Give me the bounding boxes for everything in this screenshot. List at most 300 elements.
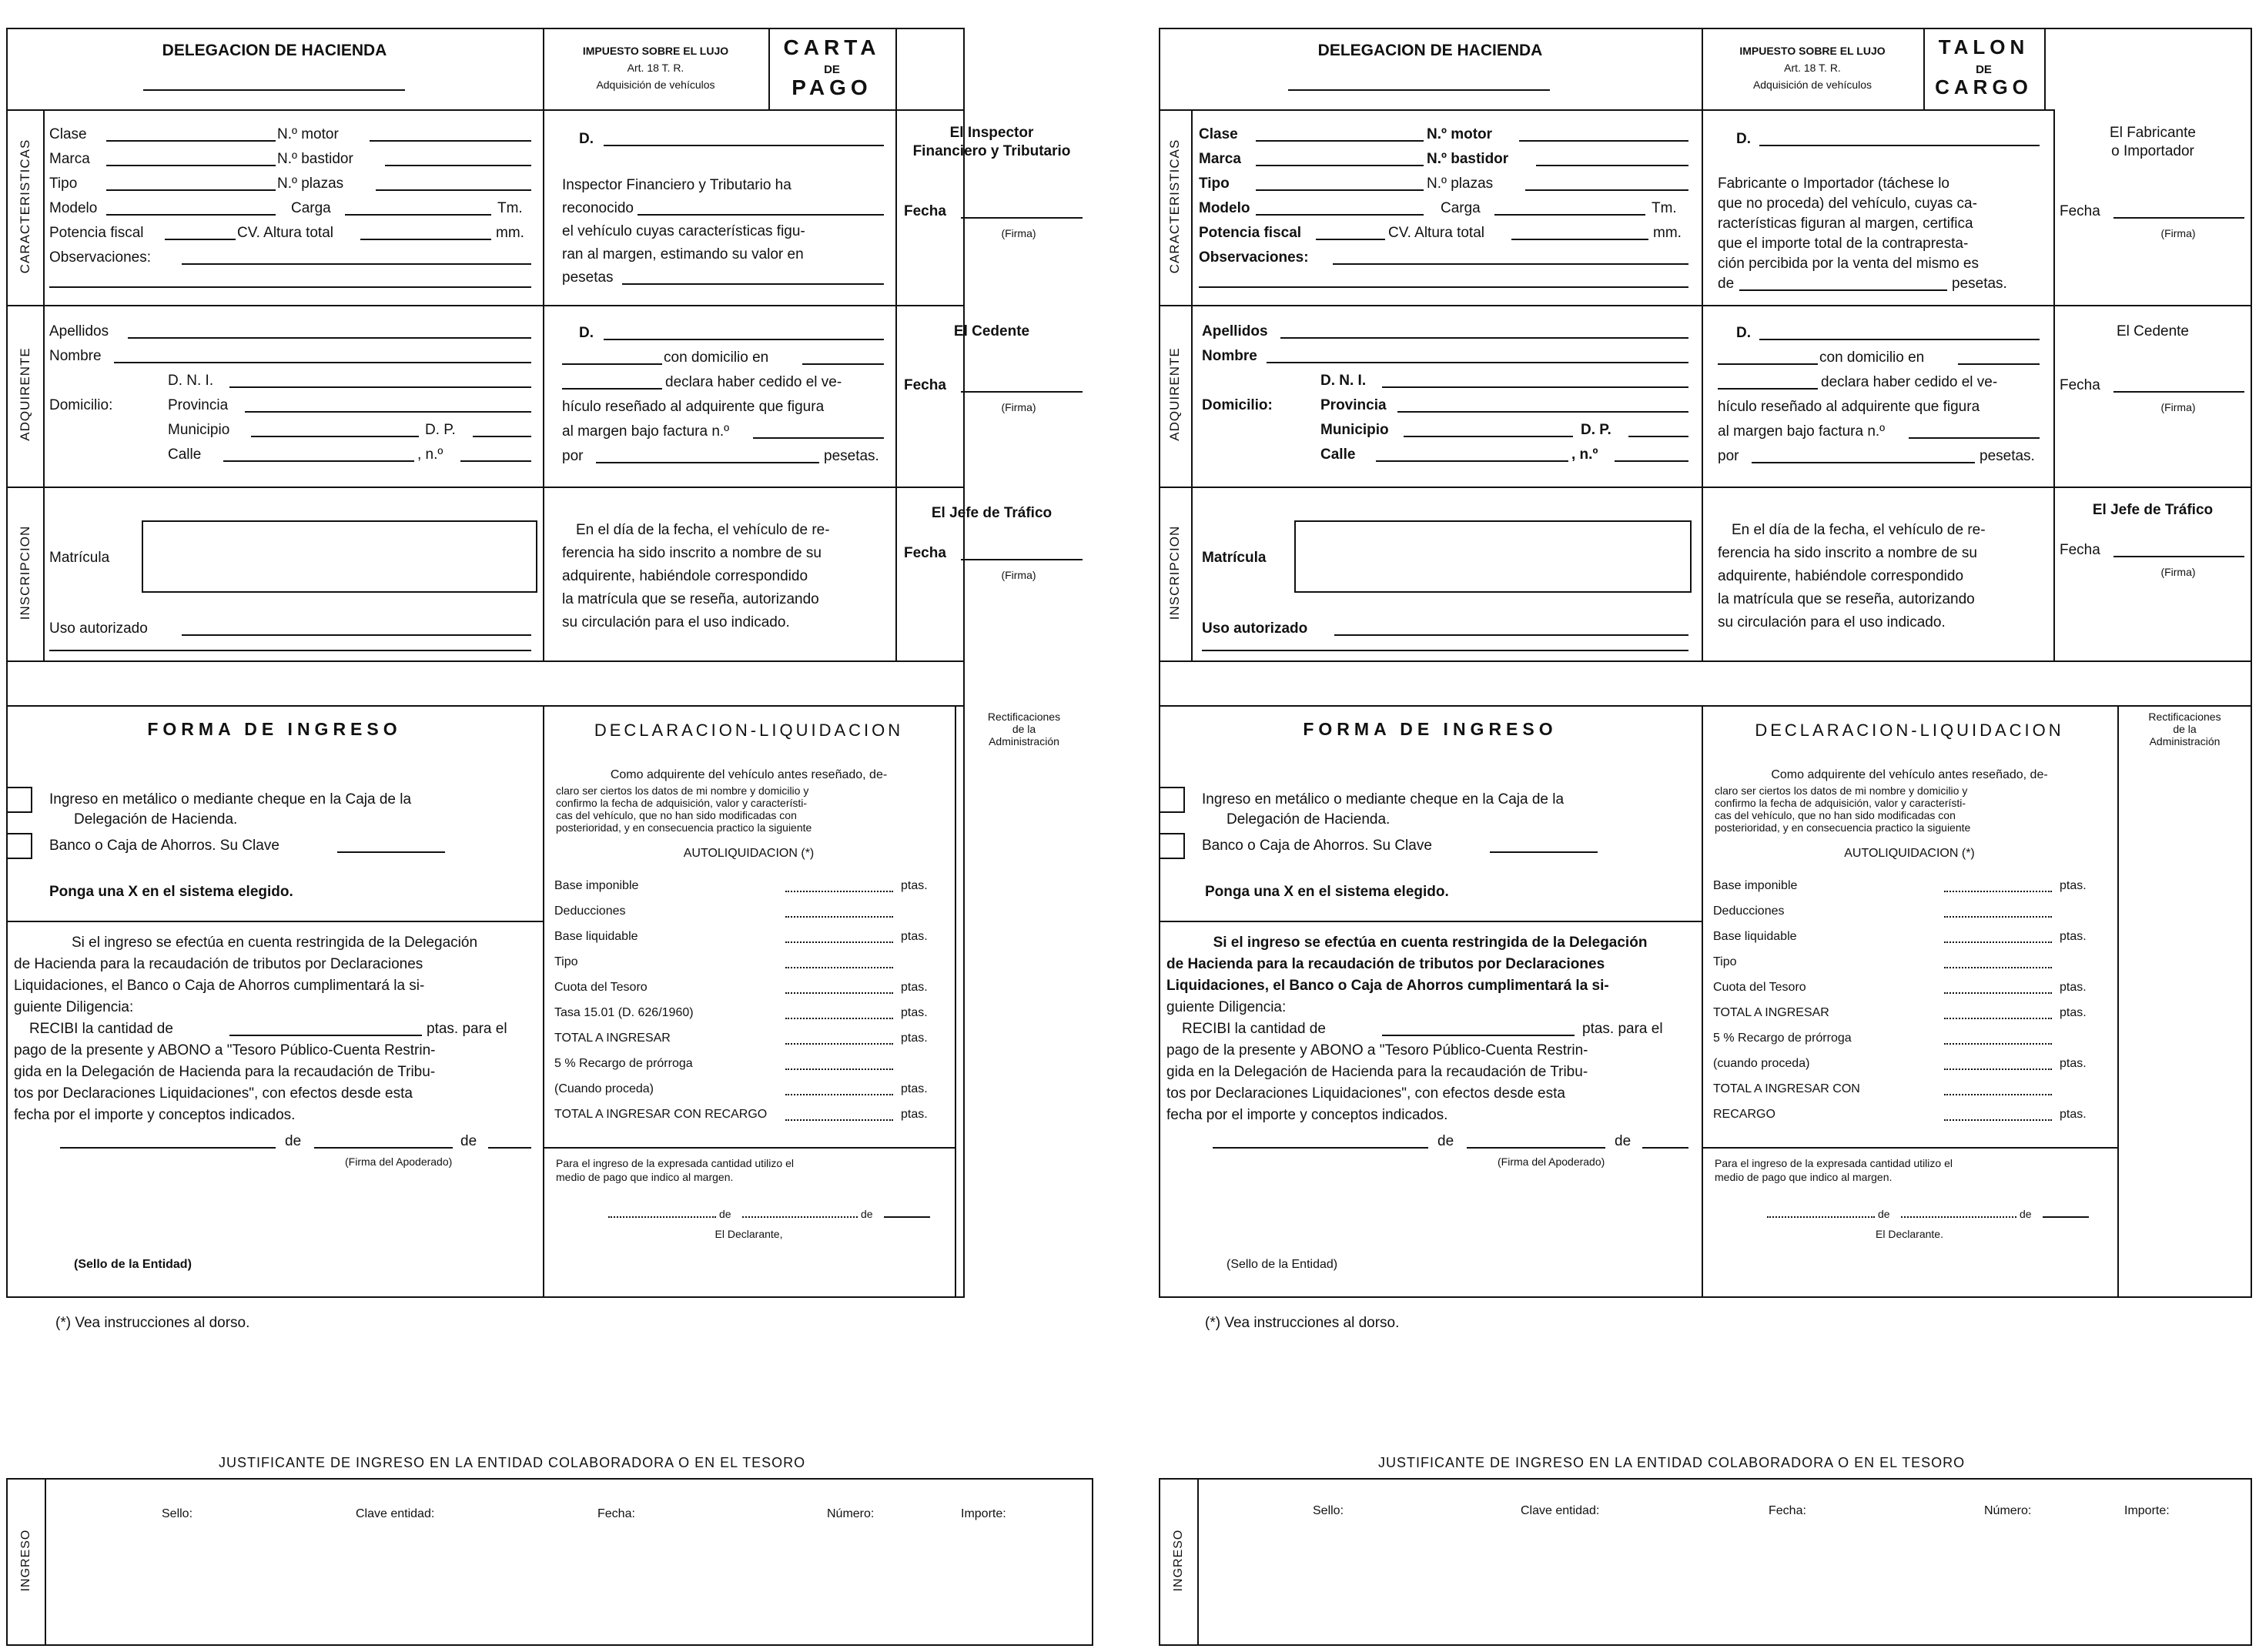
potencia-label: Potencia fiscal — [49, 225, 144, 241]
diligencia-7: gida en la Delegación de Hacienda para la recaudación de Tribu- — [1166, 1064, 1588, 1080]
cedente-domicilio-field-2[interactable] — [562, 388, 662, 390]
value-field[interactable] — [622, 283, 884, 285]
divider — [2117, 705, 2119, 1298]
tax-line-1: IMPUESTO SOBRE EL LUJO — [582, 45, 729, 57]
importe-label: Importe: — [961, 1507, 1006, 1520]
month-field[interactable] — [1467, 1147, 1605, 1149]
autoliquidacion-row-label: Tasa 15.01 (D. 626/1960) — [554, 1006, 694, 1019]
trafico-fecha-label: Fecha — [904, 545, 946, 561]
observaciones-field-2[interactable] — [1199, 286, 1688, 288]
registration-text-1: En el día de la fecha, el vehículo de re- — [1732, 522, 1986, 538]
firma-apoderado: (Firma del Apoderado) — [1498, 1155, 1605, 1168]
num-field[interactable] — [1615, 460, 1688, 462]
cedente-fecha-label: Fecha — [2060, 377, 2100, 393]
autoliquidacion-row-label: TOTAL A INGRESAR CON RECARGO — [554, 1108, 768, 1121]
fabricante-text-4: que el importe total de la contrapresta- — [1718, 236, 1969, 252]
diligencia-2: de Hacienda para la recaudación de tributos por Declaraciones — [14, 956, 423, 972]
autoliquidacion-row-unit: ptas. — [901, 1082, 928, 1095]
divider — [543, 1147, 955, 1149]
altura-label: CV. Altura total — [237, 225, 333, 241]
dni-label: D. N. I. — [168, 373, 214, 389]
autoliquidacion-row-unit: ptas. — [2060, 1108, 2087, 1121]
uso-field[interactable] — [182, 634, 531, 636]
cedente-name-field[interactable] — [1759, 339, 2040, 340]
municipio-field[interactable] — [251, 436, 419, 437]
municipio-label: Municipio — [168, 422, 230, 438]
cedente-sign-title: El Cedente — [2116, 323, 2189, 339]
autoliquidacion-row-label: Cuota del Tesoro — [554, 981, 648, 994]
registration-text-4: la matrícula que se reseña, autorizando — [562, 591, 819, 607]
d-label: D. — [1736, 131, 1751, 147]
autoliquidacion-row-unit: ptas. — [2060, 981, 2087, 994]
autoliquidacion-row-label: TOTAL A INGRESAR — [554, 1032, 671, 1045]
ingreso-side-label: INGRESO — [1172, 1529, 1185, 1592]
autoliquidacion-row-field[interactable] — [785, 1094, 893, 1095]
autoliquidacion-row-field[interactable] — [1944, 1094, 2052, 1095]
fecha-field[interactable] — [2113, 217, 2244, 219]
tipo-label: Tipo — [1199, 176, 1230, 192]
motor-field[interactable] — [370, 140, 531, 142]
bastidor-field[interactable] — [385, 165, 531, 166]
marca-label: Marca — [1199, 151, 1241, 167]
declaration-intro-2: claro ser ciertos los datos de mi nombre y domicilio y — [556, 784, 809, 797]
fabricante-text-6a: de — [1718, 276, 1735, 292]
observaciones-field-2[interactable] — [49, 286, 531, 288]
autoliquidacion-row-label: TOTAL A INGRESAR CON — [1713, 1082, 1860, 1095]
opt1-a: Ingreso en metálico o mediante cheque en la Caja de la — [1202, 791, 1565, 808]
tm-label: Tm. — [497, 200, 523, 216]
bastidor-label: N.º bastidor — [277, 151, 353, 167]
doc-title-3: CARGO — [1935, 75, 2033, 99]
justificante-title: JUSTIFICANTE DE INGRESO EN LA ENTIDAD COLABORADORA O EN EL TESORO — [1378, 1455, 1966, 1470]
modelo-label: Modelo — [49, 200, 98, 216]
diligencia-4: guiente Diligencia: — [14, 999, 134, 1015]
clase-field[interactable] — [106, 140, 276, 142]
dp-field[interactable] — [1628, 436, 1688, 437]
section-characteristics: CARACTERISTICAS — [18, 139, 32, 274]
clave-field[interactable] — [1490, 851, 1598, 853]
altura-field[interactable] — [1511, 239, 1648, 240]
por-label: por — [562, 448, 584, 464]
fabricante-sign-title-1: El Fabricante — [2110, 125, 2196, 141]
provincia-label: Provincia — [1320, 397, 1387, 413]
autoliquidacion-row-label: Base imponible — [554, 879, 639, 892]
opt1-a: Ingreso en metálico o mediante cheque en la Caja de la — [49, 791, 412, 808]
inspector-sign-title-1: El Inspector — [949, 125, 1034, 141]
diligencia-9: fecha por el importe y conceptos indicados. — [14, 1107, 296, 1123]
cedente-d-label: D. — [579, 325, 594, 341]
autoliquidacion-row-field[interactable] — [1944, 941, 2052, 943]
cedente-name-field[interactable] — [604, 339, 884, 340]
trafico-fecha-field[interactable] — [2113, 556, 2244, 557]
section-buyer: ADQUIRENTE — [1167, 347, 1182, 441]
declaration-intro-1: Como adquirente del vehículo antes reseñado, de- — [610, 768, 888, 781]
section-registration: INSCRIPCION — [1167, 525, 1182, 620]
tax-line-2: Art. 18 T. R. — [1784, 62, 1841, 74]
dni-field[interactable] — [1382, 386, 1688, 388]
divider — [1159, 921, 1702, 922]
apellidos-field[interactable] — [1280, 337, 1688, 339]
autoliquidacion-row-field[interactable] — [785, 1068, 893, 1070]
declarante-label: El Declarante. — [1876, 1228, 1943, 1240]
cedente-firma-label: (Firma) — [2160, 401, 2196, 413]
divider — [6, 921, 543, 922]
declaration-intro-4: cas del vehículo, que no han sido modificadas con — [1715, 809, 1956, 821]
diligencia-4: guiente Diligencia: — [1166, 999, 1287, 1015]
apellidos-field[interactable] — [128, 337, 531, 339]
uso-field-2[interactable] — [49, 650, 531, 651]
decl-year-field[interactable] — [884, 1216, 930, 1218]
de-1: de — [285, 1133, 302, 1149]
dom-en-label: con domicilio en — [664, 349, 769, 366]
autoliquidacion-row-field[interactable] — [785, 1018, 893, 1019]
mm-label: mm. — [1653, 225, 1682, 241]
rect-1: Rectificaciones — [987, 711, 1061, 723]
divider — [1191, 109, 1193, 660]
cedente-text-4: al margen bajo factura n.º — [562, 423, 730, 440]
dni-label: D. N. I. — [1320, 373, 1367, 389]
pesetas-label: pesetas. — [824, 448, 879, 464]
fecha-label: Fecha — [2060, 203, 2100, 219]
tax-line-1: IMPUESTO SOBRE EL LUJO — [1739, 45, 1886, 57]
declaration-intro-5: posterioridad, y en consecuencia practico la siguiente — [1715, 821, 1971, 834]
observaciones-label: Observaciones: — [1199, 249, 1309, 266]
cedente-name-field-2[interactable] — [1718, 363, 1818, 365]
divider — [1702, 28, 1703, 660]
matricula-box[interactable] — [1294, 520, 1692, 593]
dp-field[interactable] — [473, 436, 531, 437]
plazas-field[interactable] — [376, 189, 531, 191]
cash-checkbox[interactable] — [6, 787, 32, 813]
diligencia-5a: RECIBI la cantidad de — [29, 1021, 173, 1037]
fabricante-text-2: que no proceda) del vehículo, cuyas ca- — [1718, 196, 1977, 212]
doc-title-1: CARTA — [783, 35, 881, 59]
registration-text-2: ferencia ha sido inscrito a nombre de su — [1718, 545, 1977, 561]
autoliquidacion-row-field[interactable] — [785, 941, 893, 943]
uso-field-2[interactable] — [1202, 650, 1688, 651]
matricula-label: Matrícula — [1202, 550, 1267, 566]
potencia-field[interactable] — [165, 239, 236, 240]
tipo-field[interactable] — [106, 189, 276, 191]
rect-2: de la — [2173, 723, 2197, 735]
modelo-label: Modelo — [1199, 200, 1250, 216]
diligencia-5a: RECIBI la cantidad de — [1182, 1021, 1326, 1037]
fecha-label: Fecha: — [597, 1507, 635, 1520]
municipio-field[interactable] — [1404, 436, 1573, 437]
decl-month-field[interactable] — [1901, 1216, 2016, 1218]
autoliquidacion-row-unit: ptas. — [901, 879, 928, 892]
cedente-fecha-field[interactable] — [961, 391, 1083, 393]
numero-label: Número: — [1984, 1504, 2032, 1517]
tm-label: Tm. — [1652, 200, 1677, 216]
year-field[interactable] — [1642, 1147, 1688, 1149]
diligencia-1: Si el ingreso se efectúa en cuenta restringida de la Delegación — [1213, 935, 1648, 951]
registration-text-3: adquirente, habiéndole correspondido — [562, 568, 808, 584]
tax-line-2: Art. 18 T. R. — [627, 62, 684, 74]
decl-place-field[interactable] — [1767, 1216, 1875, 1218]
potencia-field[interactable] — [1316, 239, 1385, 240]
cedente-domicilio-field[interactable] — [1958, 363, 2040, 365]
registration-text-2: ferencia ha sido inscrito a nombre de su — [562, 545, 822, 561]
autoliquidacion-row-field[interactable] — [785, 967, 893, 968]
divider — [6, 660, 965, 662]
divider — [1159, 660, 2252, 662]
office-title: DELEGACION DE HACIENDA — [162, 42, 387, 59]
autoliquidacion-row-field[interactable] — [785, 916, 893, 918]
opt2: Banco o Caja de Ahorros. Su Clave — [1202, 838, 1432, 854]
justificante-title: JUSTIFICANTE DE INGRESO EN LA ENTIDAD COLABORADORA O EN EL TESORO — [219, 1455, 806, 1470]
place-field[interactable] — [1213, 1147, 1428, 1149]
autoliquidacion-row-unit: ptas. — [2060, 1057, 2087, 1070]
autoliquidacion-row-unit: ptas. — [901, 981, 928, 994]
factura-field[interactable] — [753, 437, 884, 439]
motor-field[interactable] — [1519, 140, 1688, 142]
cedente-fecha-field[interactable] — [2113, 391, 2244, 393]
autoliquidacion-row-label: Tipo — [554, 955, 578, 968]
autoliquidacion-row-unit: ptas. — [2060, 930, 2087, 943]
cedente-name-field-2[interactable] — [562, 363, 662, 365]
autoliquidacion-row-label: Base liquidable — [554, 930, 638, 943]
diligencia-6: pago de la presente y ABONO a "Tesoro Público-Cuenta Restrin- — [1166, 1042, 1588, 1058]
autoliquidacion-row-label: Deducciones — [1713, 905, 1785, 918]
dom-en-label: con domicilio en — [1819, 349, 1925, 366]
doc-title-2: DE — [824, 63, 840, 76]
decl-place-field[interactable] — [608, 1216, 716, 1218]
decl-month-field[interactable] — [742, 1216, 858, 1218]
uso-label: Uso autorizado — [49, 620, 148, 637]
declaration-intro-3: confirmo la fecha de adquisición, valor y característi- — [556, 797, 808, 809]
observaciones-label: Observaciones: — [49, 249, 152, 266]
plazas-label: N.º plazas — [277, 176, 344, 192]
altura-field[interactable] — [360, 239, 491, 240]
trafico-fecha-field[interactable] — [961, 559, 1083, 560]
clave-label: Clave entidad: — [1521, 1504, 1600, 1517]
recognized-field[interactable] — [638, 214, 884, 216]
precio-field[interactable] — [1752, 462, 1975, 463]
place-field[interactable] — [60, 1147, 276, 1149]
cedente-text-3: hículo reseñado al adquirente que figura — [562, 399, 825, 415]
nombre-label: Nombre — [49, 348, 102, 364]
calle-field[interactable] — [223, 460, 414, 462]
autoliquidacion-row-field[interactable] — [1944, 967, 2052, 968]
rect-3: Administración — [2149, 735, 2221, 747]
carga-field[interactable] — [345, 214, 491, 216]
diligencia-3: Liquidaciones, el Banco o Caja de Ahorros cumplimentará la si- — [1166, 978, 1609, 994]
uso-label: Uso autorizado — [1202, 620, 1308, 637]
observaciones-field[interactable] — [1333, 263, 1688, 265]
matricula-box[interactable] — [142, 520, 537, 593]
divider — [2053, 109, 2055, 660]
autoliquidacion-row-label: RECARGO — [1713, 1108, 1775, 1121]
bank-checkbox[interactable] — [6, 833, 32, 859]
diligencia-1: Si el ingreso se efectúa en cuenta restringida de la Delegación — [71, 935, 478, 951]
marca-field[interactable] — [106, 165, 276, 166]
calle-label: Calle — [1320, 446, 1356, 463]
payment-title: FORMA DE INGRESO — [1303, 719, 1558, 739]
autoliquidacion-row-field[interactable] — [1944, 1068, 2052, 1070]
dni-field[interactable] — [229, 386, 531, 388]
decl-year-field[interactable] — [2043, 1216, 2089, 1218]
precio-field[interactable] — [596, 462, 819, 463]
justificante-box — [1159, 1478, 2252, 1646]
autoliquidacion-row-label: (Cuando proceda) — [554, 1082, 654, 1095]
autoliquidacion-row-field[interactable] — [785, 1119, 893, 1121]
trafico-firma-label: (Firma) — [1001, 569, 1036, 581]
rect-1: Rectificaciones — [2148, 711, 2221, 723]
autoliquidacion-row-label: TOTAL A INGRESAR — [1713, 1006, 1829, 1019]
divider — [1197, 1480, 1199, 1644]
rect-2: de la — [1012, 723, 1036, 735]
inspector-name-field[interactable] — [604, 145, 884, 146]
declaration-intro-1: Como adquirente del vehículo antes reseñado, de- — [1771, 768, 2048, 781]
bank-checkbox[interactable] — [1159, 833, 1185, 859]
clave-label: Clave entidad: — [356, 1507, 435, 1520]
cedente-text-2: declara haber cedido el ve- — [665, 374, 842, 390]
calle-field[interactable] — [1376, 460, 1568, 462]
marca-label: Marca — [49, 151, 90, 167]
divider — [1702, 1147, 2117, 1149]
diligencia-8: tos por Declaraciones Liquidaciones", con efectos desde esta — [14, 1085, 413, 1102]
rect-3: Administración — [989, 735, 1059, 747]
autoliquidacion-row-field[interactable] — [1944, 1119, 2052, 1121]
provincia-field[interactable] — [245, 411, 531, 413]
declaration-footer-1: Para el ingreso de la expresada cantidad utilizo el — [1715, 1157, 1953, 1169]
modelo-field[interactable] — [1256, 214, 1424, 216]
trafico-firma-label: (Firma) — [2160, 566, 2196, 578]
autoliquidacion-row-field[interactable] — [1944, 1018, 2052, 1019]
cedente-d-label: D. — [1736, 325, 1751, 341]
divider — [543, 705, 544, 1298]
divider — [6, 109, 965, 111]
pesetas-label: pesetas. — [1980, 448, 2035, 464]
bastidor-field[interactable] — [1536, 165, 1688, 166]
doc-title-1: TALON — [1938, 35, 2030, 59]
autoliquidacion-row-label: Cuota del Tesoro — [1713, 981, 1806, 994]
section-buyer: ADQUIRENTE — [18, 347, 32, 441]
divider — [1702, 705, 1703, 1298]
inspector-sign-title-2: Financiero y Tributario — [912, 143, 1071, 159]
divider — [543, 28, 544, 660]
autoliquidacion-row-field[interactable] — [785, 891, 893, 892]
autoliquidacion-row-label: (cuando proceda) — [1713, 1057, 1810, 1070]
clase-field[interactable] — [1256, 140, 1424, 142]
declarante-label: El Declarante, — [715, 1228, 783, 1240]
observaciones-field[interactable] — [182, 263, 531, 265]
factura-field[interactable] — [1909, 437, 2040, 439]
inspector-text-2: reconocido — [562, 200, 634, 216]
marca-field[interactable] — [1256, 165, 1424, 166]
office-field[interactable] — [143, 89, 405, 91]
diligencia-5b: ptas. para el — [1582, 1021, 1663, 1037]
cedente-text-2: declara haber cedido el ve- — [1821, 374, 1998, 390]
divider — [1159, 305, 2252, 306]
declaration-intro-3: confirmo la fecha de adquisición, valor y característi- — [1715, 797, 1966, 809]
autoliquidacion-row-field[interactable] — [785, 1043, 893, 1045]
plazas-field[interactable] — [1525, 189, 1688, 191]
de-2: de — [1615, 1133, 1632, 1149]
cedente-domicilio-field-2[interactable] — [1718, 388, 1818, 390]
mm-label: mm. — [496, 225, 524, 241]
tipo-field[interactable] — [1256, 189, 1424, 191]
autoliquidacion-row-field[interactable] — [1944, 891, 2052, 892]
num-field[interactable] — [460, 460, 531, 462]
numero-label: Número: — [827, 1507, 875, 1520]
motor-label: N.º motor — [277, 126, 339, 142]
divider — [955, 705, 956, 1298]
nombre-field[interactable] — [1267, 362, 1688, 363]
contraprestacion-field[interactable] — [1739, 289, 1947, 291]
cedente-text-3: hículo reseñado al adquirente que figura — [1718, 399, 1980, 415]
clave-field[interactable] — [337, 851, 445, 853]
sello-label: Sello: — [1313, 1504, 1344, 1517]
firma-apoderado: (Firma del Apoderado) — [345, 1155, 453, 1168]
modelo-field[interactable] — [106, 214, 276, 216]
provincia-field[interactable] — [1397, 411, 1688, 413]
divider — [6, 487, 965, 488]
diligencia-5b: ptas. para el — [427, 1021, 507, 1037]
num-label: , n.º — [417, 446, 443, 463]
uso-field[interactable] — [1334, 634, 1688, 636]
declaration-footer-2: medio de pago que indico al margen. — [1715, 1171, 1893, 1183]
fecha-field[interactable] — [961, 217, 1083, 219]
autoliquidacion-row-unit: ptas. — [901, 1006, 928, 1019]
trafico-sign-title: El Jefe de Tráfico — [2092, 502, 2214, 518]
fabricante-name-field[interactable] — [1759, 145, 2040, 146]
inspector-text-4: ran al margen, estimando su valor en — [562, 246, 804, 263]
nombre-label: Nombre — [1202, 348, 1257, 364]
tax-line-3: Adquisición de vehículos — [1752, 79, 1872, 91]
cantidad-field[interactable] — [229, 1035, 422, 1036]
office-title: DELEGACION DE HACIENDA — [1317, 42, 1543, 59]
cash-checkbox[interactable] — [1159, 787, 1185, 813]
autoliquidacion-row-label: Base imponible — [1713, 879, 1798, 892]
footnote: (*) Vea instrucciones al dorso. — [55, 1315, 250, 1331]
declaration-footer-1: Para el ingreso de la expresada cantidad utilizo el — [556, 1157, 794, 1169]
calle-label: Calle — [168, 446, 202, 463]
autoliquidacion-row-unit: ptas. — [2060, 1006, 2087, 1019]
inspector-text-5: pesetas — [562, 269, 614, 286]
year-field[interactable] — [488, 1147, 531, 1149]
carga-field[interactable] — [1494, 214, 1645, 216]
cantidad-field[interactable] — [1382, 1035, 1575, 1036]
fabricante-text-3: racterísticas figuran al margen, certifica — [1718, 216, 1973, 232]
office-field[interactable] — [1288, 89, 1550, 91]
opt2: Banco o Caja de Ahorros. Su Clave — [49, 838, 279, 854]
autoliquidacion-row-field[interactable] — [785, 992, 893, 994]
autoliquidacion-row-field[interactable] — [1944, 1043, 2052, 1045]
fabricante-sign-title-2: o Importador — [2111, 143, 2194, 159]
decl-de-2: de — [2020, 1208, 2032, 1220]
sello-entidad: (Sello de la Entidad) — [74, 1258, 192, 1271]
provincia-label: Provincia — [168, 397, 229, 413]
cedente-domicilio-field[interactable] — [802, 363, 884, 365]
fabricante-text-1: Fabricante o Importador (táchese lo — [1718, 176, 1949, 192]
firma-label: (Firma) — [1001, 227, 1036, 239]
autoliquidacion-row-field[interactable] — [1944, 992, 2052, 994]
autoliquidacion-row-field[interactable] — [1944, 916, 2052, 918]
nombre-field[interactable] — [114, 362, 531, 363]
fabricante-text-6b: pesetas. — [1952, 276, 2007, 292]
autoliquidacion-title: AUTOLIQUIDACION (*) — [1844, 847, 1975, 860]
declaration-title: DECLARACION-LIQUIDACION — [1755, 721, 2064, 740]
fabricante-text-5: ción percibida por la venta del mismo es — [1718, 256, 1980, 272]
matricula-label: Matrícula — [49, 550, 110, 566]
cedente-firma-label: (Firma) — [1001, 401, 1036, 413]
autoliquidacion-row-unit: ptas. — [901, 1108, 928, 1121]
month-field[interactable] — [314, 1147, 453, 1149]
decl-de-1: de — [1878, 1208, 1890, 1220]
autoliquidacion-row-label: Deducciones — [554, 905, 626, 918]
